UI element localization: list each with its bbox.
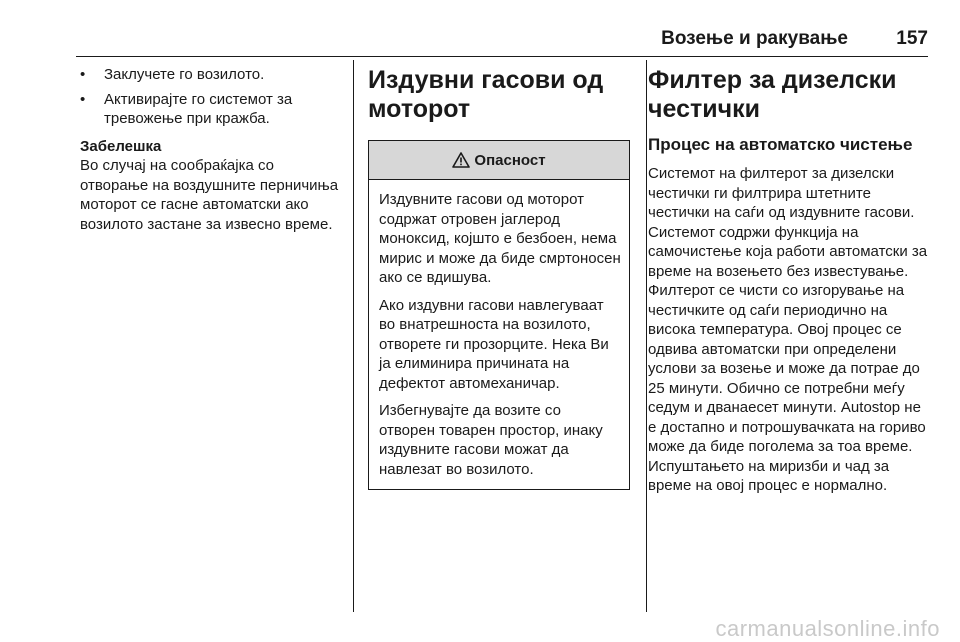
- column-divider-left: [353, 60, 354, 612]
- bullet-text: Заклучете го возилото.: [104, 66, 265, 83]
- danger-paragraph: Избегнувајте да возите со отворен товарен простор, инаку издувните гасови можат да навлезат во возилото.: [379, 402, 603, 478]
- dpf-paragraph: Системот на филтерот за дизелски честички ги филтрира штетните честички на саѓи од издувните гасови. Системот содржи функција на самочистење која работи автоматски за време на возењето без известување. Филтерот се чисти со изгорување на честичките од саѓи периодично на висока температура. Овој процес се одвива автоматски при определени услови за возење и може да потрае до 25 минути. Обично се потребни меѓу седум и дванаесет минути. Autostop не е достапно и потрошувачката на гориво може да биде поголема за тоа време. Испуштањето на миризби и чад за време на овој процес е нормално.: [648, 165, 928, 494]
- danger-paragraph: Ако издувни гасови навлегуваат во внатрешноста на возилото, отворете ги прозорците. Нека Ви ја елиминира причината на дефектот автомеханичар.: [379, 296, 609, 392]
- note-text: Во случај на сообраќајка со отворање на воздушните перничиња моторот се гасне автоматски ако возилото застане за извесно време.: [80, 157, 339, 233]
- danger-box: [368, 140, 630, 490]
- left-column: [80, 60, 346, 234]
- danger-body: [369, 180, 629, 489]
- bullet-icon: •: [80, 66, 86, 83]
- bullet-text: Активирајте го системот за тревожење при кражба.: [104, 90, 293, 127]
- section-title-dpf: Филтер за дизелски честички: [648, 66, 897, 123]
- danger-header: [369, 141, 629, 180]
- subsection-title: Процес на автоматско чистење: [648, 135, 913, 154]
- header-rule: [76, 56, 928, 57]
- column-divider-right: [646, 60, 647, 612]
- bullet-list: [80, 65, 346, 129]
- danger-paragraph: Издувните гасови од моторот содржат отровен јаглерод моноксид, којшто е безбоен, нема мирис и може да биде смртоносен ако се вдишува.: [379, 191, 621, 286]
- list-item: [80, 90, 346, 129]
- header-title: Возење и ракување: [661, 28, 848, 49]
- middle-column: [368, 60, 630, 490]
- page-number: 157: [896, 28, 928, 49]
- right-column: [648, 60, 932, 496]
- warning-triangle-icon: [452, 152, 470, 168]
- danger-label: Опасност: [474, 151, 546, 169]
- section-title-exhaust: Издувни гасови од моторот: [368, 66, 604, 123]
- list-item: [80, 65, 346, 85]
- watermark: carmanualsonline.info: [715, 616, 940, 641]
- note-heading: Забелешка: [80, 137, 162, 155]
- bullet-icon: •: [80, 90, 86, 108]
